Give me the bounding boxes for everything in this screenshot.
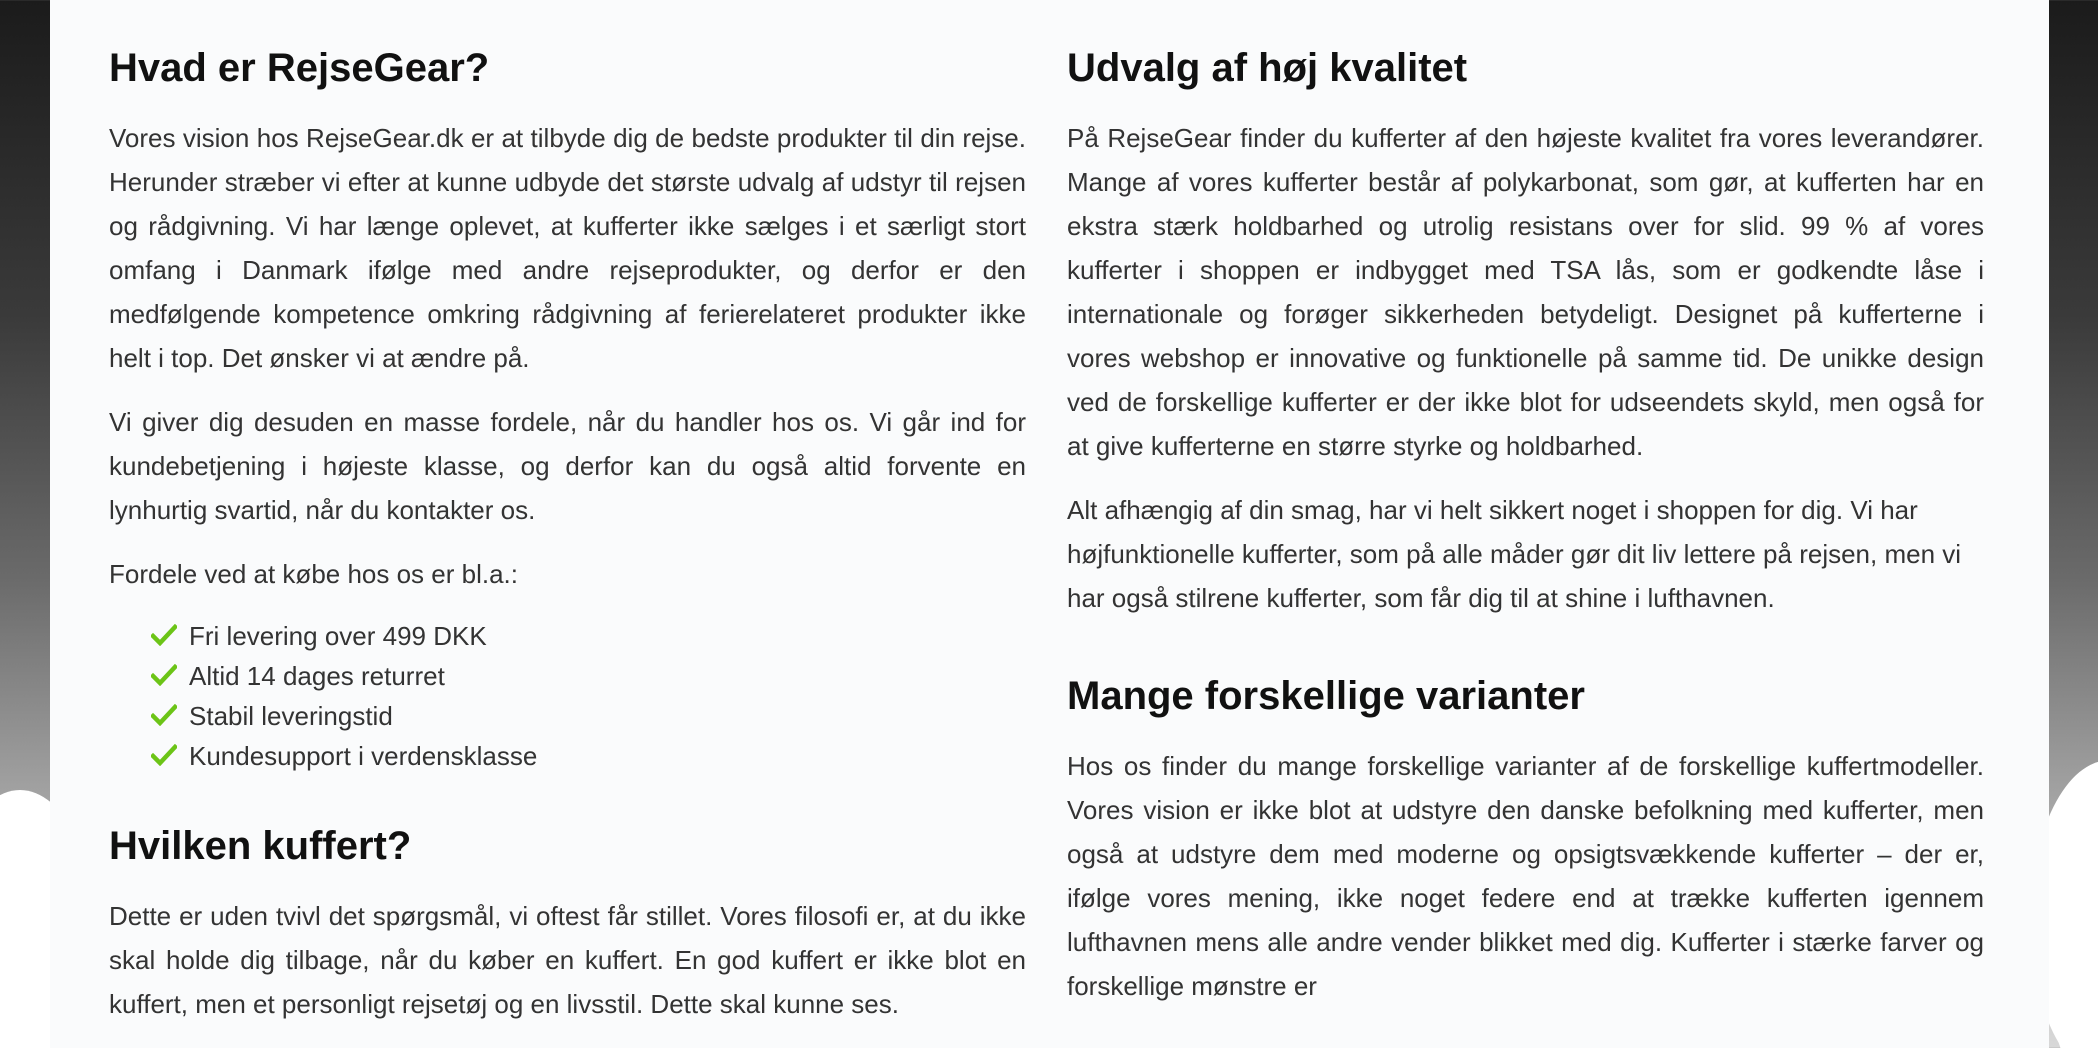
check-icon bbox=[151, 704, 177, 726]
benefit-item bbox=[147, 616, 1026, 656]
benefit-item bbox=[147, 736, 1026, 776]
content-panel bbox=[50, 0, 2049, 1048]
benefit-label: Altid 14 dages returret bbox=[189, 661, 445, 691]
heading-what-is-rejsegear: Hvad er RejseGear? bbox=[109, 46, 490, 90]
benefit-item bbox=[147, 696, 1026, 736]
right-column bbox=[1067, 0, 1984, 1028]
benefits-list bbox=[109, 616, 1026, 776]
vision-paragraph: Vores vision hos RejseGear.dk er at tilbyde dig de bedste produkter til din rejse. Herunder stræber vi efter at kunne udbyde det største udvalg af udstyr til rejsen og rådgivning. Vi har længe oplevet, at kufferter ikke sælges i et særligt stort omfang i Danmark ifølge med andre rejseprodukter, og derfor er den medfølgende kompetence omkring rådgivning af ferierelateret produkter ikke helt i top. Det ønsker vi at ændre på. bbox=[109, 123, 1026, 373]
benefits-lead-text: Fordele ved at købe hos os er bl.a.: bbox=[109, 559, 518, 589]
benefit-label: Kundesupport i verdensklasse bbox=[189, 741, 538, 771]
benefit-label: Stabil leveringstid bbox=[189, 701, 393, 731]
heading-high-quality-selection: Udvalg af høj kvalitet bbox=[1067, 46, 1468, 90]
left-column bbox=[109, 0, 1026, 1046]
check-icon bbox=[151, 744, 177, 766]
benefits-intro-paragraph: Vi giver dig desuden en masse fordele, når du handler hos os. Vi går ind for kundebetjening i højeste klasse, og derfor kan du også altid forvente en lynhurtig svartid, når du kontakter os. bbox=[109, 407, 1026, 525]
which-suitcase-paragraph: Dette er uden tvivl det spørgsmål, vi oftest får stillet. Vores filosofi er, at du ikke skal holde dig tilbage, når du køber en kuffert. En god kuffert er ikke blot en kuffert, men et personligt rejsetøj og en livsstil. Dette skal kunne ses. bbox=[109, 901, 1026, 1019]
variants-paragraph: Hos os finder du mange forskellige varianter af de forskellige kuffertmodeller. Vores vision er ikke blot at udstyre den danske befolkning med kufferter, men også at udstyre dem med moderne og opsigtsvækkende kufferter – der er, ifølge vores mening, ikke noget federe end at trække kufferten igennem lufthavnen mens alle andre vender blikket med dig. Kufferter i stærke farver og forskellige mønstre er bbox=[1067, 751, 1984, 1001]
benefit-label: Fri levering over 499 DKK bbox=[189, 621, 487, 651]
benefit-item bbox=[147, 656, 1026, 696]
taste-paragraph: Alt afhængig af din smag, har vi helt sikkert noget i shoppen for dig. Vi har højfunktionelle kufferter, som på alle måder gør dit liv lettere på rejsen, men vi har også stilrene kufferter, som får dig til at shine i lufthavnen. bbox=[1067, 495, 1962, 613]
heading-which-suitcase: Hvilken kuffert? bbox=[109, 824, 412, 868]
check-icon bbox=[151, 664, 177, 686]
heading-many-variants: Mange forskellige varianter bbox=[1067, 674, 1585, 718]
quality-paragraph: På RejseGear finder du kufferter af den højeste kvalitet fra vores leverandører. Mange af vores kufferter består af polykarbonat, som gør, at kufferten har en ekstra stærk holdbarhed og utrolig resistans over for slid. 99 % af vores kufferter i shoppen er indbygget med TSA lås, som er godkendte låse i internationale og forøger sikkerheden betydeligt. Designet på kufferterne i vores webshop er innovative og funktionelle på samme tid. De unikke design ved de forskellige kufferter er der ikke blot for udseendets skyld, men også for at give kufferterne en større styrke og holdbarhed. bbox=[1067, 123, 1984, 461]
check-icon bbox=[151, 624, 177, 646]
